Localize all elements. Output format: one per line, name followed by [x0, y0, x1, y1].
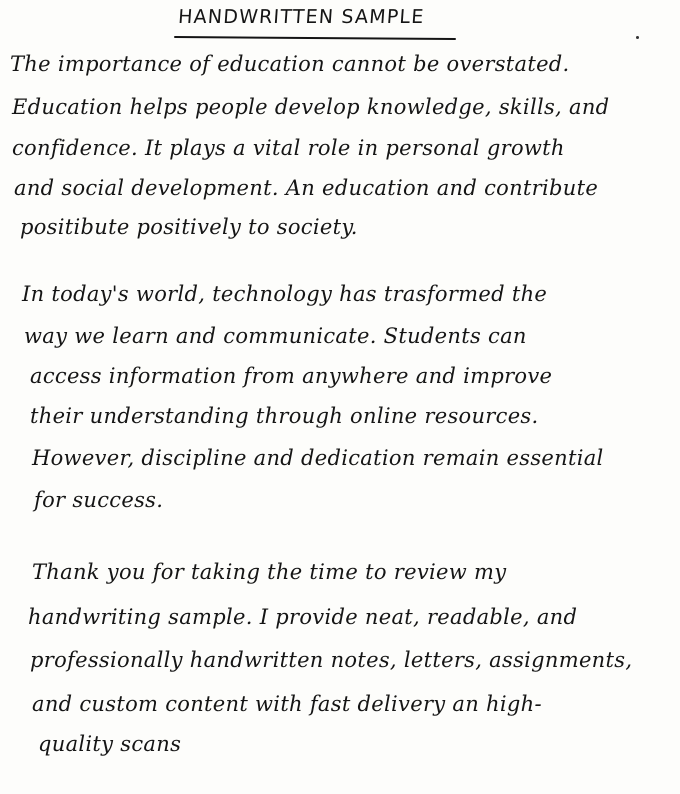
paragraph-2-line-2: way we learn and communicate. Students can [24, 324, 527, 348]
page-title: HANDWRITTEN SAMPLE [177, 6, 426, 28]
paragraph-3-line-2: handwriting sample. I provide neat, readable, and [28, 605, 578, 629]
paragraph-2-line-1: In today's world, technology has trasformed the [22, 282, 548, 306]
paragraph-2-line-6: for success. [34, 488, 164, 512]
paragraph-2-line-4: their understanding through online resources. [30, 404, 539, 428]
paragraph-1-line-4: and social development. An education and contribute [14, 176, 599, 200]
ink-dot [636, 36, 639, 39]
paragraph-2-line-3: access information from anywhere and improve [30, 364, 553, 388]
paragraph-1-line-3: confidence. It plays a vital role in personal growth [12, 136, 565, 160]
paragraph-1-line-2: Education helps people develop knowledge, skills, and [12, 95, 610, 119]
title-container [178, 6, 458, 32]
paragraph-3-line-5: quality scans [38, 732, 182, 756]
paragraph-3-line-1: Thank you for taking the time to review my [32, 560, 507, 584]
paragraph-3-line-4: and custom content with fast delivery an high- [32, 692, 542, 716]
title-underline [174, 36, 456, 40]
paragraph-2-line-5: However, discipline and dedication remain essential [32, 446, 604, 470]
paragraph-1-line-5: positibute positively to society. [20, 215, 358, 239]
paragraph-1-line-1: The importance of education cannot be overstated. [10, 52, 570, 76]
paragraph-3-line-3: professionally handwritten notes, letters, assignments, [30, 648, 633, 672]
